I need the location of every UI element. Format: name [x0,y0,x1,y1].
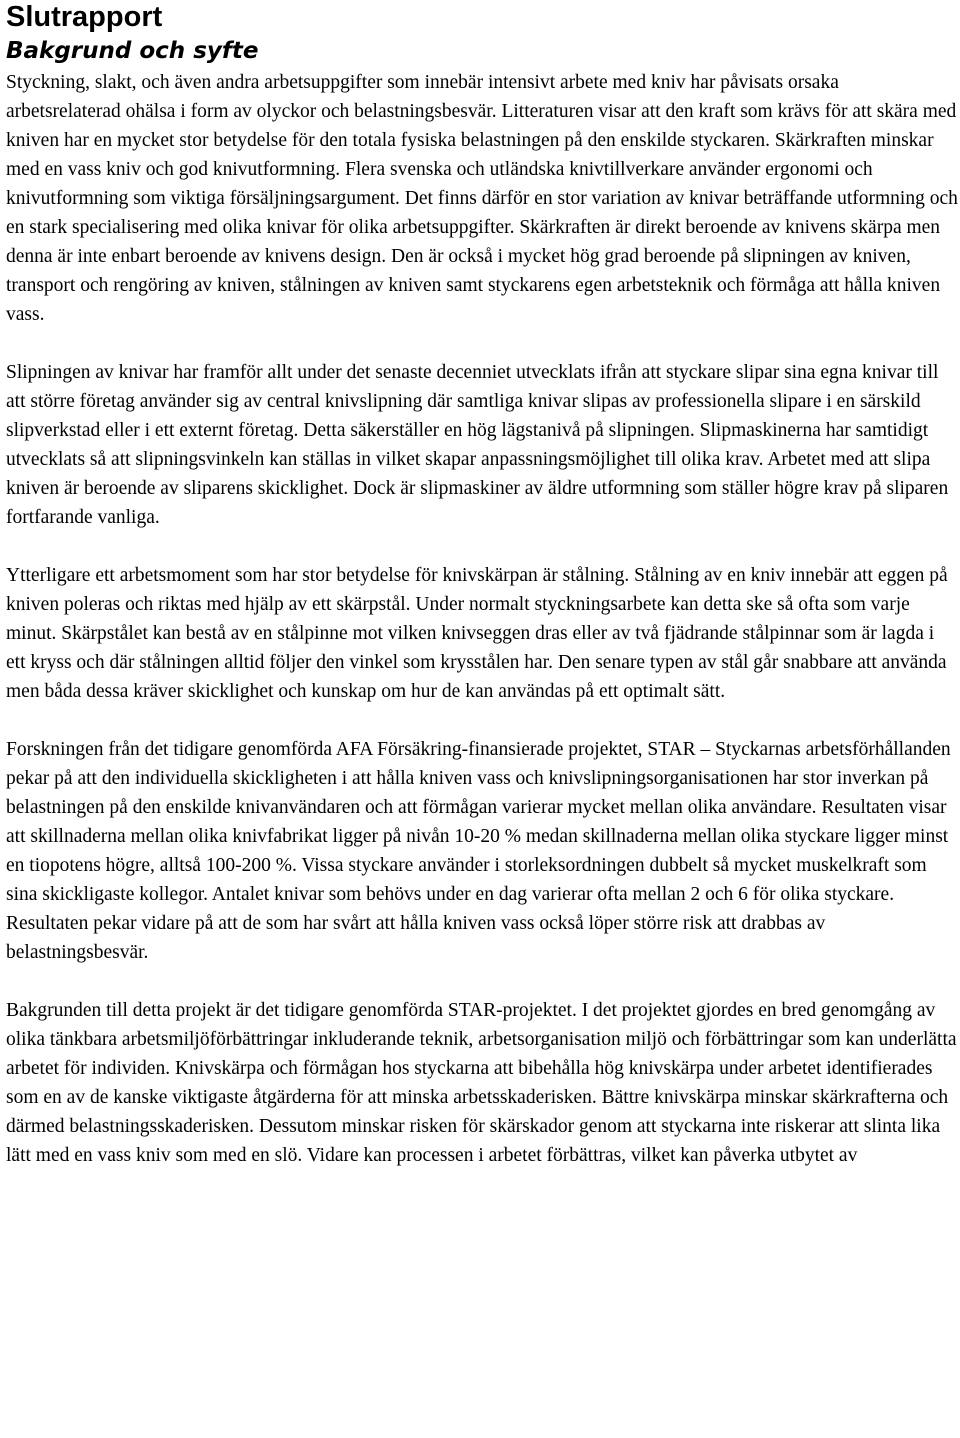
paragraph-3: Ytterligare ett arbetsmoment som har stor betydelse för knivskärpan är stålning. Stålning av en kniv innebär att eggen på kniven poleras och riktas med hjälp av ett skärpstål. Under normalt styckningsarbete kan detta ske så ofta som varje minut. Skärpstålet kan bestå av en stålpinne mot vilken knivseggen dras eller av två fjädrande stålpinnar som är lagda i ett kryss och där stålningen alltid följer den vinkel som krysstålen har. Den senare typen av stål går snabbare att använda men båda dessa kräver skicklighet och kunskap om hur de kan användas på ett optimalt sätt. [6,565,948,702]
paragraph-gap [6,967,958,996]
paragraph-5: Bakgrunden till detta projekt är det tidigare genomförda STAR-projektet. I det projektet gjordes en bred genomgång av olika tänkbara arbetsmiljöförbättringar inkluderande teknik, arbetsorganisation miljö och förbättringar som kan underlätta arbetet för individen. Knivskärpa och förmågan hos styckarna att bibehålla hög knivskärpa under arbetet identifierades som en av de kanske viktigaste åtgärderna för att minska arbetsskaderisken. Bättre knivskärpa minskar skärkrafterna och därmed belastningsskaderisken. Dessutom minskar risken för skärskador genom att styckarna inte riskerar att slinta lika lätt med en vass kniv som med en slö. Vidare kan processen i arbetet förbättras, vilket kan påverka utbytet av [6,1000,957,1166]
paragraph-gap [6,706,958,735]
section-heading: Bakgrund och syfte [6,38,259,64]
document-page [6,0,958,1170]
paragraph-gap [6,329,958,358]
paragraph-1: Styckning, slakt, och även andra arbetsuppgifter som innebär intensivt arbete med kniv har påvisats orsaka arbetsrelaterad ohälsa i form av olyckor och belastningsbesvär. Litteraturen visar att den kraft som krävs för att skära med kniven har en mycket stor betydelse för den totala fysiska belastningen på den enskilde styckaren. Skärkraften minskar med en vass kniv och god knivutformning. Flera svenska och utländska knivtillverkare använder ergonomi och knivutformning som viktiga försäljningsargument. Det finns därför en stor variation av knivar beträffande utformning och en stark specialisering med olika knivar för olika arbetsuppgifter. Skärkraften är direkt beroende av knivens skärpa men denna är inte enbart beroende av knivens design. Den är också i mycket hög grad beroende på slipningen av kniven, transport och rengöring av kniven, stålningen av kniven samt styckarens egen arbetsteknik och förmåga att hålla kniven vass. [6,72,958,325]
paragraph-gap [6,532,958,561]
document-title: Slutrapport [6,1,163,33]
paragraph-2: Slipningen av knivar har framför allt under det senaste decenniet utvecklats ifrån att styckare slipar sina egna knivar till att större företag använder sig av central knivslipning där samtliga knivar slipas av professionella slipare i en särskild slipverkstad eller i ett externt företag. Detta säkerställer en hög lägstanivå på slipningen. Slipmaskinerna har samtidigt utvecklats så att slipningsvinkeln kan ställas in vilket skapar anpassningsmöjlighet till olika krav. Arbetet med att slipa kniven är beroende av sliparens skicklighet. Dock är slipmaskiner av äldre utformning som ställer högre krav på sliparen fortfarande vanliga. [6,362,949,528]
paragraph-4: Forskningen från det tidigare genomförda AFA Försäkring-finansierade projektet, STAR – Styckarnas arbetsförhållanden pekar på att den individuella skickligheten i att hålla kniven vass och knivslipningsorganisationen har stor inverkan på belastningen på den enskilde knivanvändaren och att förmågan varierar mycket mellan olika användare. Resultaten visar att skillnaderna mellan olika knivfabrikat ligger på nivån 10-20 % medan skillnaderna mellan olika styckare ligger minst en tiopotens högre, alltså 100-200 %. Vissa styckare använder i storleksordningen dubbelt så mycket muskelkraft som sina skickligaste kollegor. Antalet knivar som behövs under en dag varierar ofta mellan 2 och 6 för olika styckare. Resultaten pekar vidare på att de som har svårt att hålla kniven vass också löper större risk att drabbas av belastningsbesvär. [6,739,951,963]
